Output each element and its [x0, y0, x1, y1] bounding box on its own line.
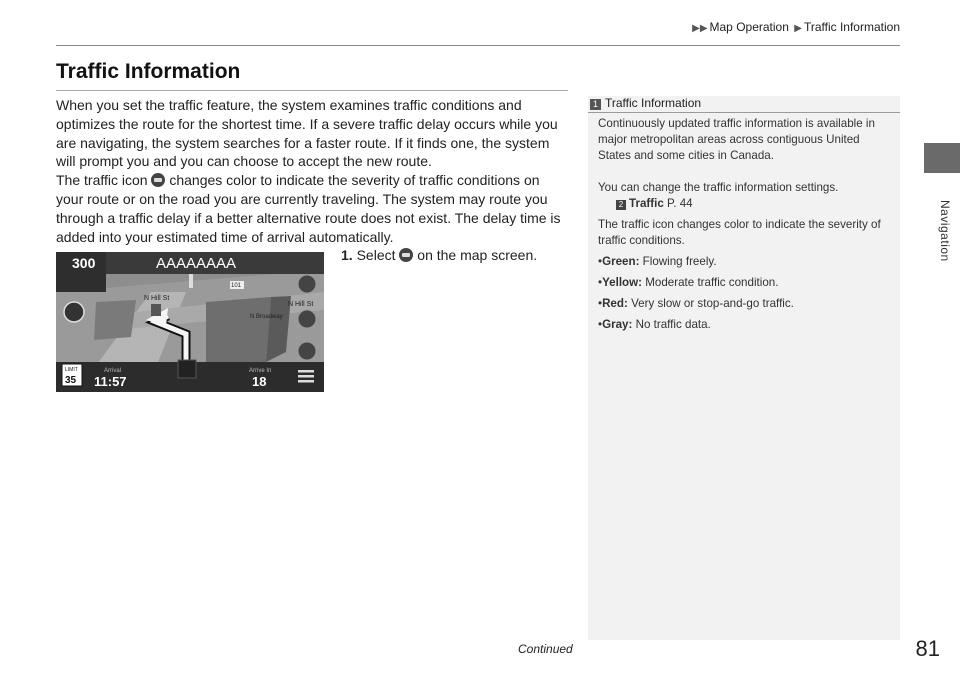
side-note-header: 1 Traffic Information — [588, 96, 900, 113]
note-bullet: •Red: Very slow or stop-and-go traffic. — [598, 297, 794, 310]
arrive-in-label: Arrive In — [249, 368, 272, 374]
speed-limit-value: 35 — [65, 375, 77, 386]
note-paragraph: Continuously updated traffic information is available in major metropolitan areas across contiguous United States and some cities in Canada. — [598, 117, 875, 162]
arrival-time: 11:57 — [94, 374, 127, 389]
breadcrumb-page: Traffic Information — [803, 20, 900, 34]
step-1 — [341, 247, 537, 263]
arrival-label: Arrival — [104, 368, 122, 374]
page-number: 81 — [915, 636, 940, 661]
continued-label: Continued — [518, 642, 573, 656]
chapter-tab[interactable] — [924, 143, 960, 173]
paragraph-1: When you set the traffic feature, the system examines traffic conditions and optimizes the route for the shortest time. If a severe traffic delay occurs while you are navigating, the system searches for a faster route. If it finds one, the system will prompt you and you can choose to accept the new route. — [56, 97, 558, 170]
body-text — [56, 96, 570, 246]
map-street-label: N Hill St — [288, 301, 314, 308]
step-text: on the map screen. — [417, 247, 538, 263]
side-note — [588, 96, 900, 640]
step-text: Select — [356, 247, 396, 263]
traffic-icon — [151, 173, 165, 187]
crossref-arrow-icon: 2 — [616, 200, 626, 210]
note-bullet: •Green: Flowing freely. — [598, 255, 717, 268]
breadcrumb-arrow-icon: ▶▶ — [692, 23, 708, 34]
step-number: 1. — [341, 247, 353, 263]
arrive-in-value: 18 — [252, 374, 267, 389]
note-bullet: •Gray: No traffic data. — [598, 318, 711, 331]
traffic-icon — [399, 248, 413, 262]
map-distance: 300 — [72, 255, 96, 271]
header-divider — [56, 45, 900, 46]
paragraph-2: The traffic icon changes color to indicate the severity of traffic conditions on your route or on the road you are currently traveling. The system may route you through a traffic delay if a better alternative route does not exist. The delay time is added into your estimated time of arrival automatically. — [56, 172, 561, 245]
note-bullet: •Yellow: Moderate traffic condition. — [598, 276, 779, 289]
side-note-body — [598, 116, 893, 338]
speed-limit-label: LIMIT — [65, 367, 78, 373]
chapter-label: Navigation — [938, 200, 952, 262]
map-street-label: N Hill St — [144, 295, 170, 302]
map-illustration — [56, 252, 324, 392]
note-paragraph: You can change the traffic information settings. — [598, 181, 839, 194]
breadcrumb-section[interactable]: Map Operation — [709, 20, 789, 34]
note-crossref[interactable]: 2 Traffic P. 44 — [598, 196, 893, 212]
page-title: Traffic Information — [56, 60, 241, 83]
note-number-icon: 1 — [590, 99, 601, 110]
breadcrumb-arrow-icon: ▶ — [794, 23, 802, 34]
note-paragraph: The traffic icon changes color to indicate the severity of traffic conditions. — [598, 218, 881, 247]
map-screenshot — [56, 252, 324, 392]
title-divider — [56, 90, 568, 91]
map-street-banner: AAAAAAAA — [156, 255, 237, 272]
route-shield: 101 — [231, 283, 242, 289]
map-street-label: N Broadway — [250, 314, 283, 320]
breadcrumb — [690, 20, 900, 34]
